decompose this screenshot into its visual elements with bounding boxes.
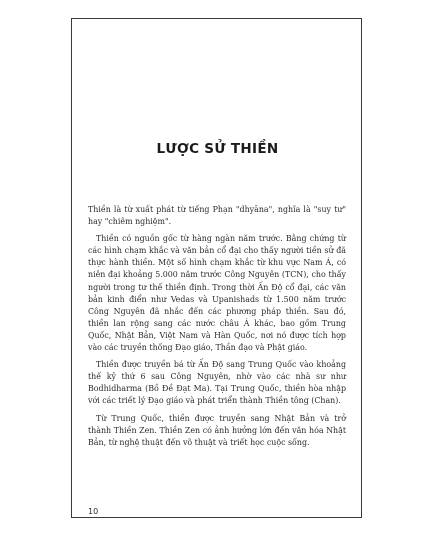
book-page [71,18,362,518]
body-text [88,204,346,454]
paragraph-japan: Từ Trung Quốc, thiền được truyền sang Nhật Bản và trở thành Thiền Zen. Thiền Zen có ảnh hưởng lớn đến văn hóa Nhật Bản, từ nghệ thuật đến võ thuật và triết học cuộc sống. [88,413,346,447]
page-number: 10 [88,507,99,516]
chapter-title: LƯỢC SỬ THIỀN [156,141,279,157]
paragraph-origins: Thiền có nguồn gốc từ hàng ngàn năm trước. Bằng chứng từ các hình chạm khắc và văn bản cổ đại cho thấy người tiền sử đã thực hành thiền. Một số hình chạm khắc từ khu vực Nam Á, có niên đại khoảng 5.000 năm trước Công Nguyên (TCN), cho thấy người trong tư thế thiền định. Trong thời Ấn Độ cổ đại, các văn bản kinh điển như Vedas và Upanishads từ 1.500 năm trước Công Nguyên đã nhắc đến các phương pháp thiền. Sau đó, thiền lan rộng sang các nước châu Á khác, bao gồm Trung Quốc, Nhật Bản, Việt Nam và Hàn Quốc, nơi nó được tích hợp vào các truyền thống Đạo giáo, Thần đạo và Phật giáo. [88,234,346,353]
paragraph-definition: Thiền là từ xuất phát từ tiếng Phạn "dhyāna", nghĩa là "suy tư" hay "chiêm nghiệm". [88,205,346,227]
paragraph-china: Thiền được truyền bá từ Ấn Độ sang Trung Quốc vào khoảng thế kỷ thứ 6 sau Công Nguyên, nhờ vào các nhà sư như Bodhidharma (Bồ Đề Đạt Ma). Tại Trung Quốc, thiền hòa nhập với các triết lý Đạo giáo và phát triển thành Thiền tông (Chan). [88,360,346,406]
